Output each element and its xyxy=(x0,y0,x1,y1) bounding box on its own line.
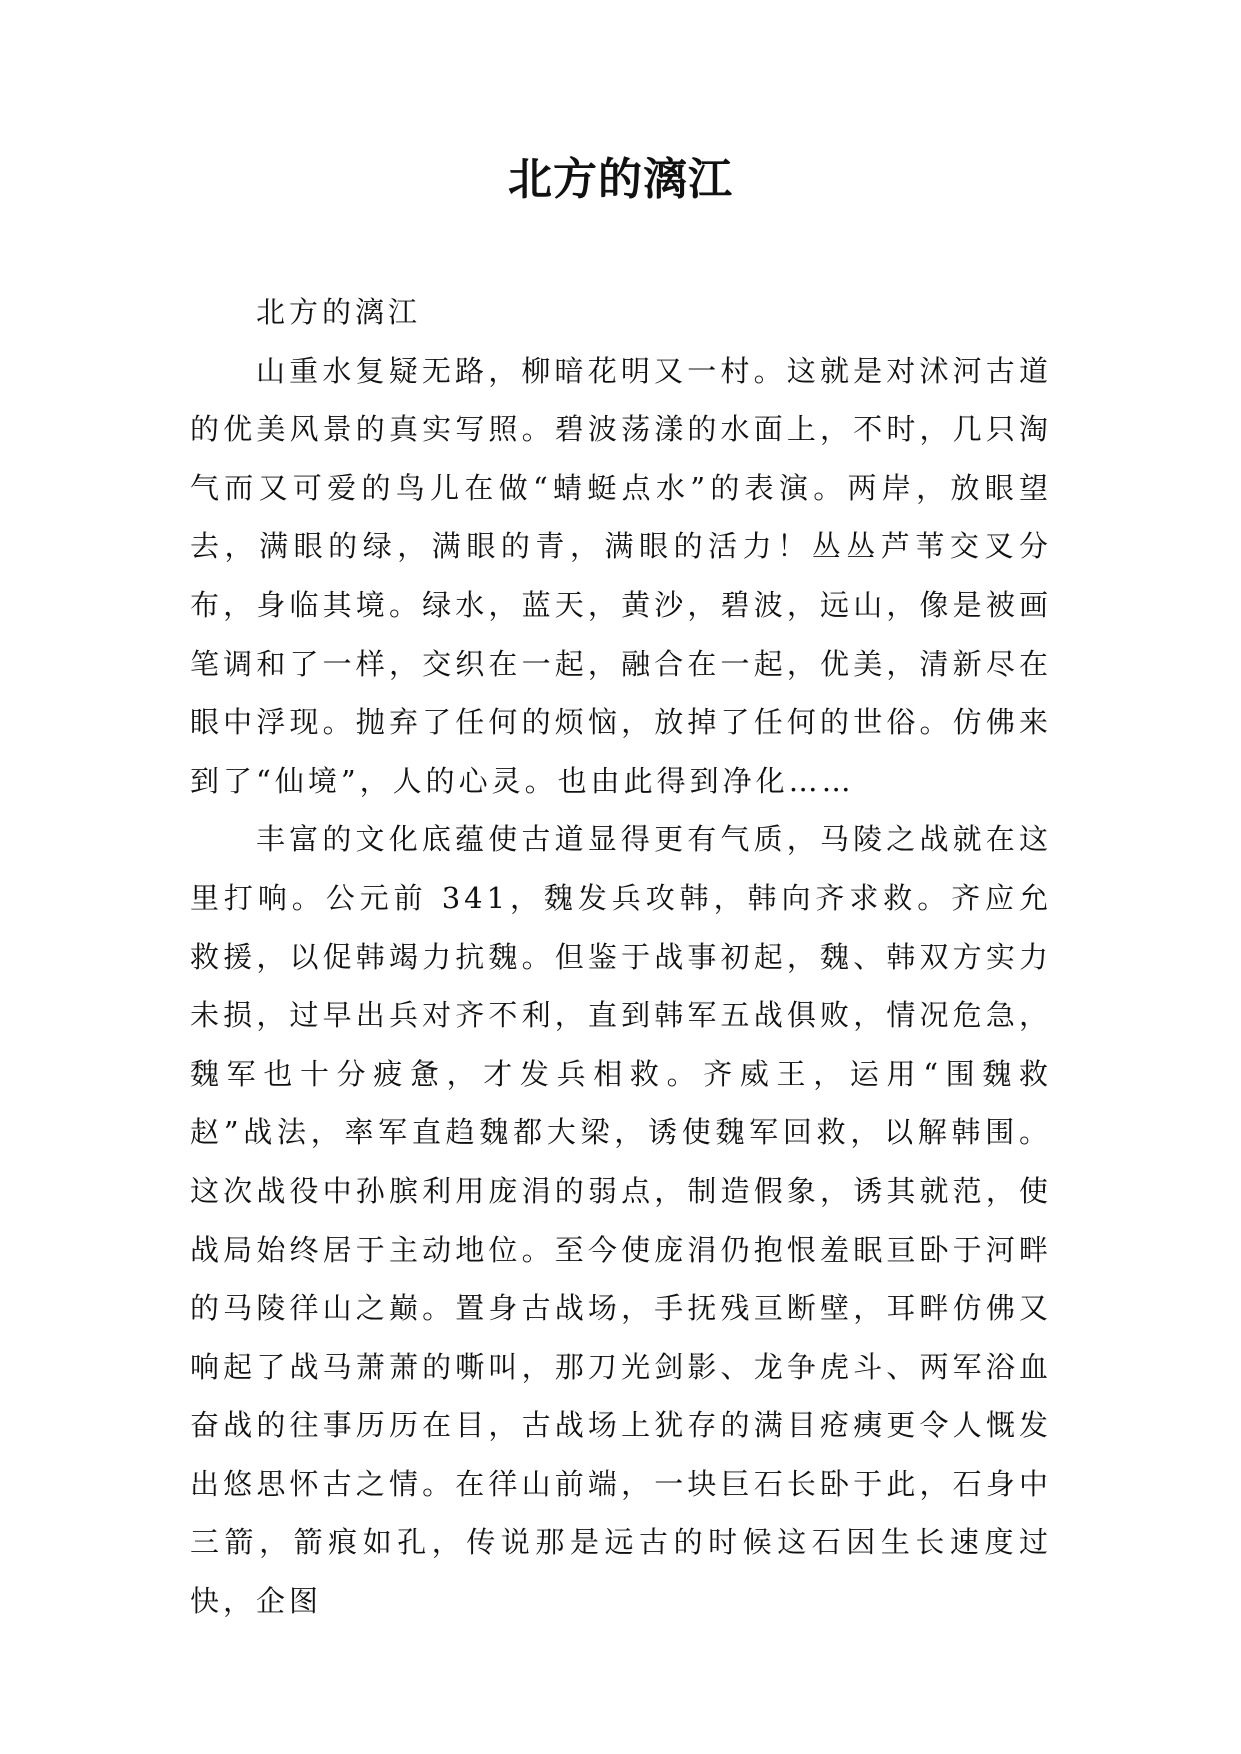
paragraph-scenery: 山重水复疑无路，柳暗花明又一村。这就是对沭河古道的优美风景的真实写照。碧波荡漾的水面上，不时，几只淘气而又可爱的鸟儿在做“蜻蜓点水”的表演。两岸，放眼望去，满眼的绿，满眼的青，满眼的活力！丛丛芦苇交叉分布，身临其境。绿水，蓝天，黄沙，碧波，远山，像是被画笔调和了一样，交织在一起，融合在一起，优美，清新尽在眼中浮现。抛弃了任何的烦恼，放掉了任何的世俗。仿佛来到了“仙境”，人的心灵。也由此得到净化…… xyxy=(190,353,1052,798)
document-body xyxy=(190,283,1052,1631)
paragraph-subtitle: 北方的漓江 xyxy=(256,295,422,329)
document-title: 北方的漓江 xyxy=(508,154,733,205)
paragraph-history: 丰富的文化底蕴使古道显得更有气质，马陵之战就在这里打响。公元前 341，魏发兵攻韩，韩向齐求救。齐应允救援，以促韩竭力抗魏。但鉴于战事初起，魏、韩双方实力未损，过早出兵对齐不利，直到韩军五战俱败，情况危急，魏军也十分疲惫，才发兵相救。齐威王，运用“围魏救赵”战法，率军直趋魏都大梁，诱使魏军回救，以解韩围。这次战役中孙膑利用庞涓的弱点，制造假象，诱其就范，使战局始终居于主动地位。至今使庞涓仍抱恨羞眠亘卧于河畔的马陵徉山之巅。置身古战场，手抚残亘断壁，耳畔仿佛又响起了战马萧萧的嘶叫，那刀光剑影、龙争虎斗、两军浴血奋战的往事历历在目，古战场上犹存的满目疮痍更令人慨发出悠思怀古之情。在徉山前端，一块巨石长卧于此，石身中三箭，箭痕如孔，传说那是远古的时候这石因生长速度过快，企图 xyxy=(190,822,1052,1619)
